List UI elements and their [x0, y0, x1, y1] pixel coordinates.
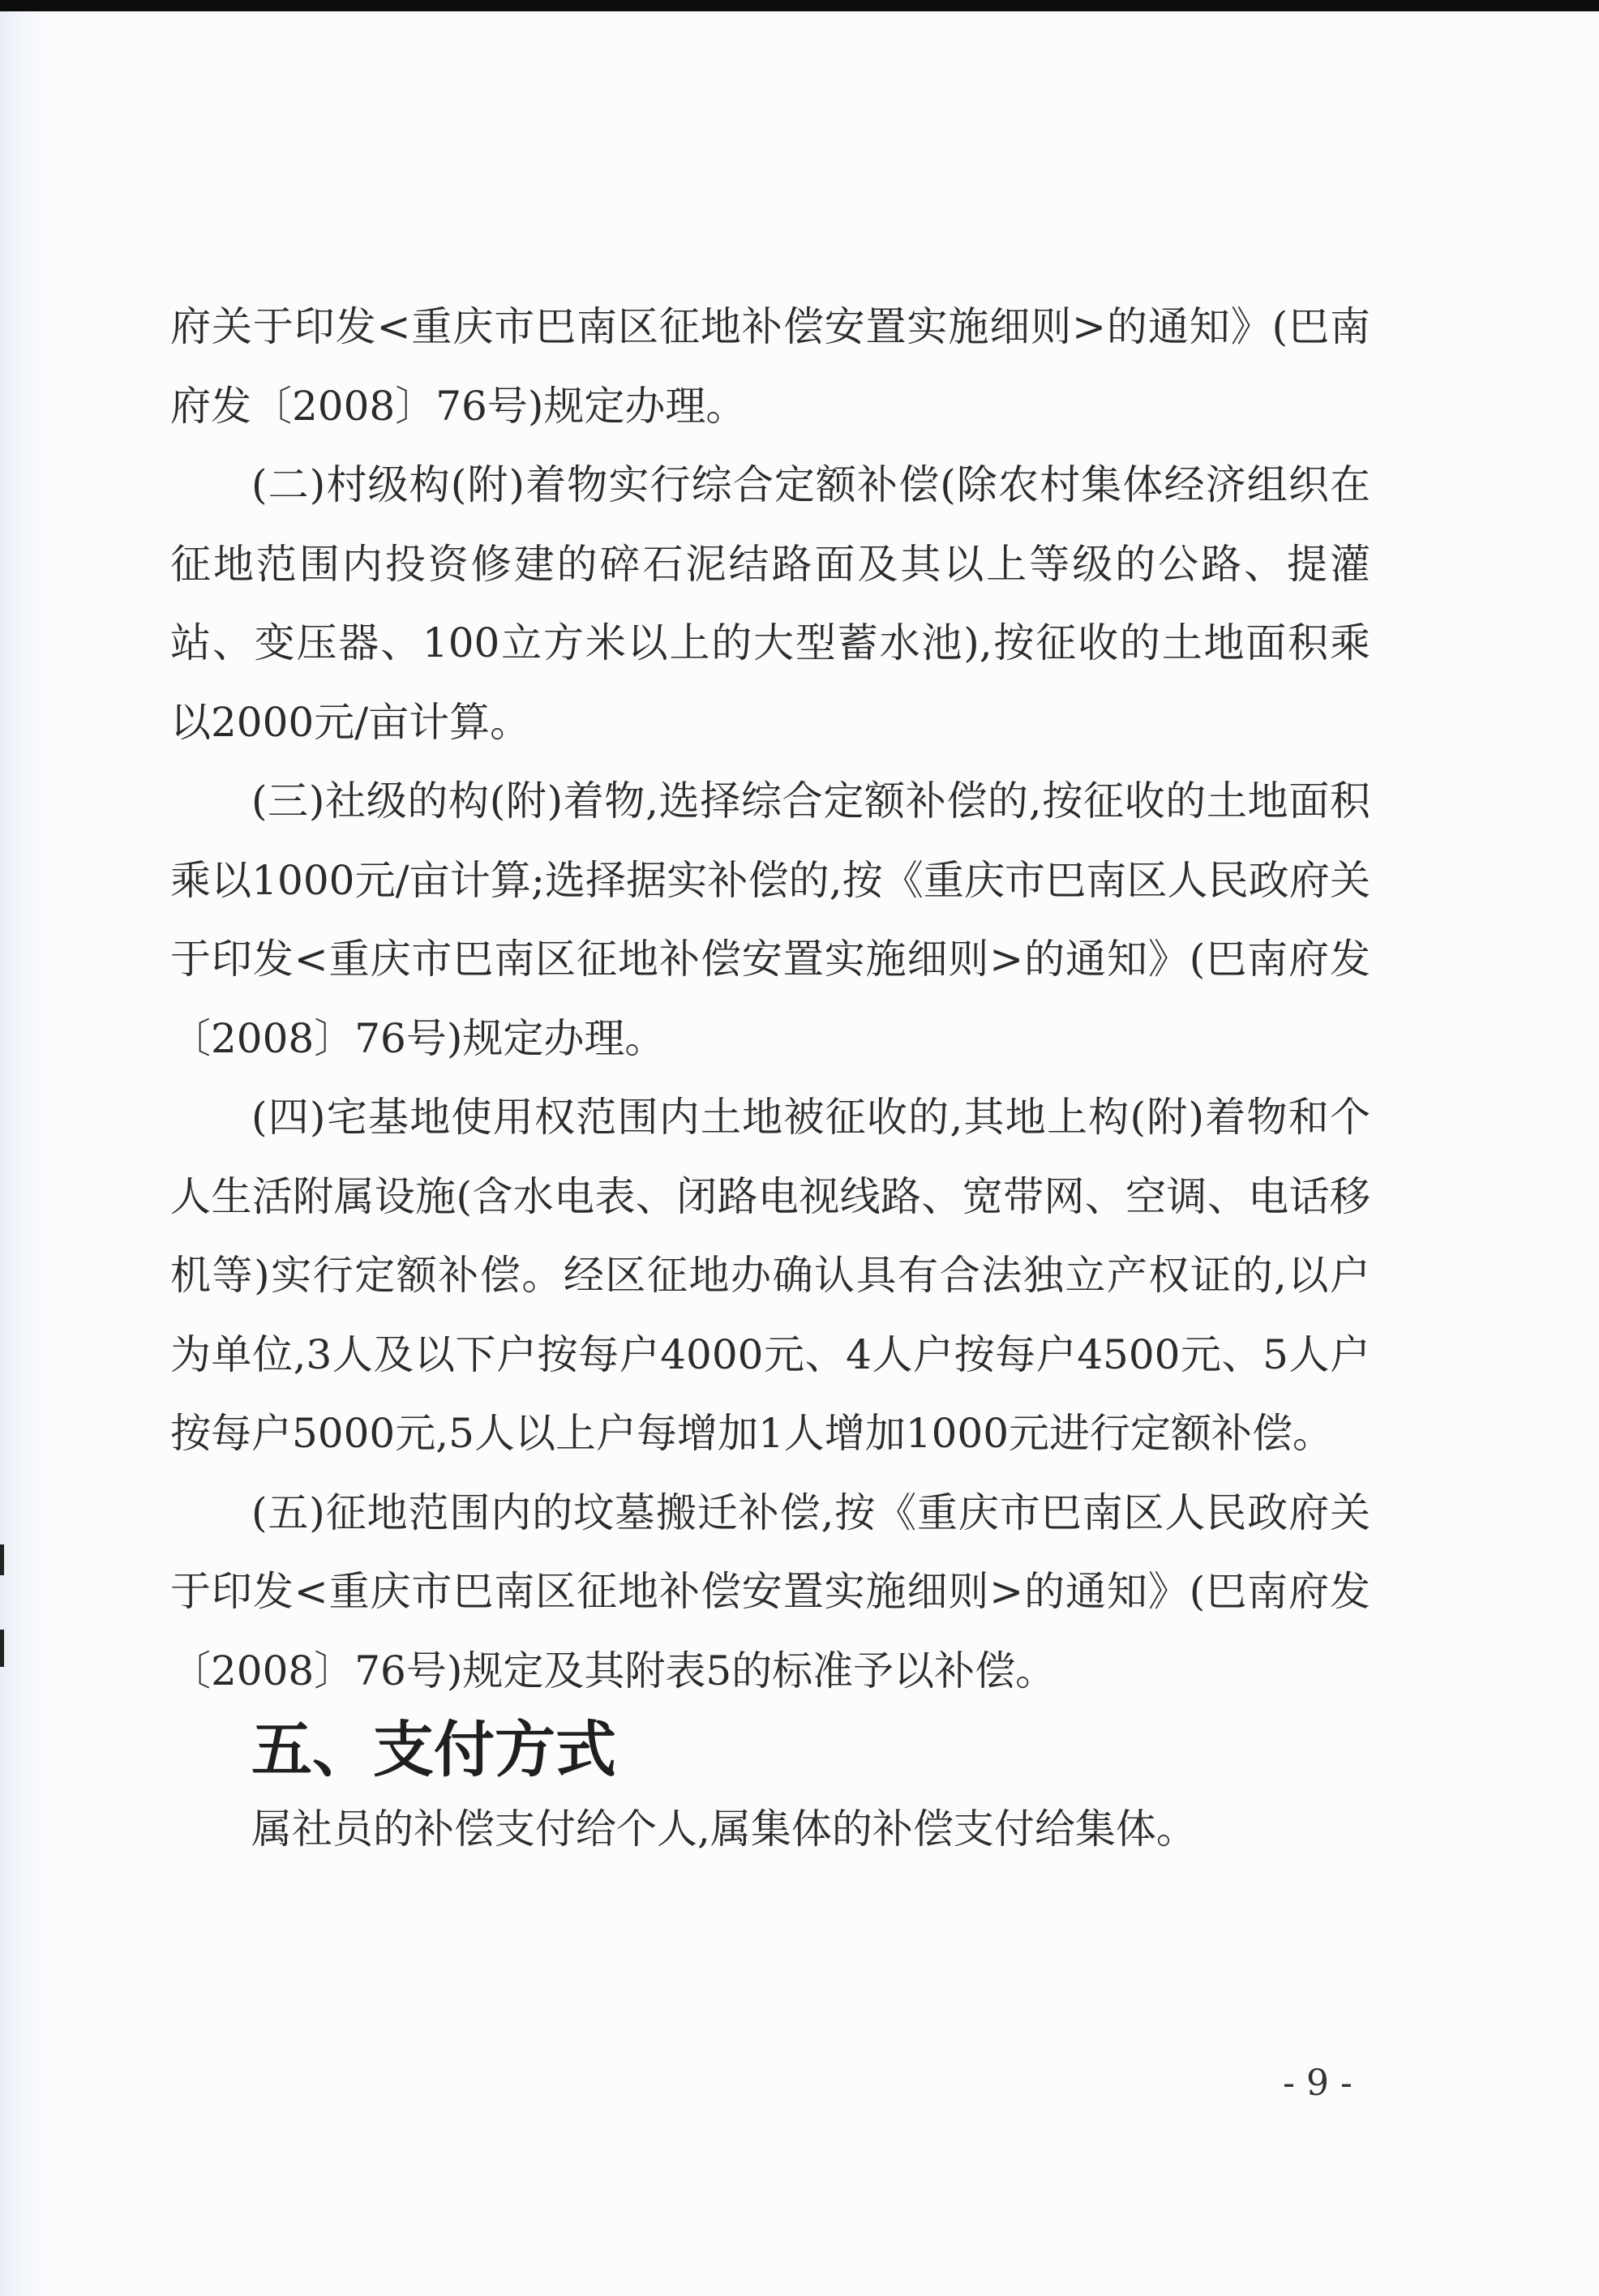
- scan-left-shadow: [0, 11, 49, 2296]
- scan-binding-mark: [0, 1544, 4, 1575]
- paragraph-continuation: 府关于印发<重庆市巴南区征地补偿安置实施细则>的通知》(巴南府发〔2008〕76号)规定办理。: [170, 303, 1370, 430]
- paragraph-grave-relocation: (五)征地范围内的坟墓搬迁补偿,按《重庆市巴南区人民政府关于印发<重庆市巴南区征地补偿安置实施细则>的通知》(巴南府发〔2008〕76号)规定及其附表5的标准予以补偿。: [170, 1489, 1370, 1694]
- paragraph-payment-method: 属社员的补偿支付给个人,属集体的补偿支付给集体。: [251, 1805, 1197, 1853]
- paragraph-homestead-compensation: (四)宅基地使用权范围内土地被征收的,其地上构(附)着物和个人生活附属设施(含水电表、闭路电视线路、宽带网、空调、电话移机等)实行定额补偿。经区征地办确认具有合法独立产权证的,以户为单位,3人及以下户按每户4000元、4人户按每户4500元、5人户按每户5000元,5人以上户每增加1人增加1000元进行定额补偿。: [170, 1094, 1370, 1457]
- page-number: - 9 -: [1283, 2063, 1353, 2104]
- section-heading-payment: 五、支付方式: [251, 1714, 617, 1785]
- paragraph-village-structures: (二)村级构(附)着物实行综合定额补偿(除农村集体经济组织在征地范围内投资修建的碎石泥结路面及其以上等级的公路、提灌站、变压器、100立方米以上的大型蓄水池),按征收的土地面积乘以2000元/亩计算。: [170, 461, 1370, 746]
- paragraph-cooperative-structures: (三)社级的构(附)着物,选择综合定额补偿的,按征收的土地面积乘以1000元/亩计算;选择据实补偿的,按《重庆市巴南区人民政府关于印发<重庆市巴南区征地补偿安置实施细则>的通知》(巴南府发〔2008〕76号)规定办理。: [170, 777, 1370, 1062]
- document-body: [170, 288, 1370, 1869]
- scan-top-edge: [0, 0, 1599, 11]
- scan-binding-mark: [0, 1630, 4, 1667]
